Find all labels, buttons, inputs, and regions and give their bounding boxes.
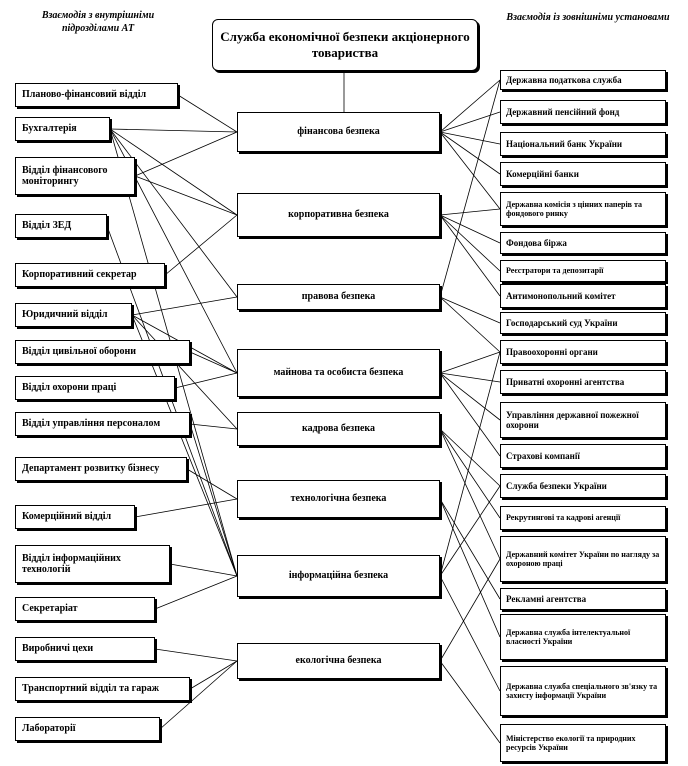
external-link-11 bbox=[440, 297, 500, 323]
internal-link-23 bbox=[155, 649, 237, 661]
security-area-4: майнова та особиста безпека bbox=[237, 349, 440, 397]
external-link-23 bbox=[440, 486, 500, 576]
internal-unit-9: Відділ управління персоналом bbox=[15, 412, 190, 436]
internal-header: Взаємодія з внутрішніми підрозділами АТ bbox=[41, 10, 155, 34]
external-institution-13: Страхові компанії bbox=[500, 444, 666, 468]
external-institution-2: Державний пенсійний фонд bbox=[500, 100, 666, 124]
external-institution-11: Приватні охоронні агентства bbox=[500, 370, 666, 394]
internal-unit-16: Лабораторії bbox=[15, 717, 160, 741]
external-institution-14: Служба безпеки України bbox=[500, 474, 666, 498]
internal-link-21 bbox=[170, 564, 237, 576]
internal-link-20 bbox=[135, 499, 237, 517]
external-institution-3: Національний банк України bbox=[500, 132, 666, 156]
security-area-5: кадрова безпека bbox=[237, 412, 440, 446]
security-area-3: правова безпека bbox=[237, 284, 440, 310]
internal-unit-11: Комерційний відділ bbox=[15, 505, 135, 529]
external-link-25 bbox=[440, 559, 500, 661]
external-link-6 bbox=[440, 209, 500, 215]
internal-link-24 bbox=[190, 661, 237, 689]
internal-unit-6: Юридичний відділ bbox=[15, 303, 132, 327]
external-institution-20: Міністерство екології та природних ресурсів України bbox=[500, 724, 666, 762]
internal-unit-1: Планово-фінансовий відділ bbox=[15, 83, 178, 107]
internal-link-2 bbox=[110, 129, 237, 132]
security-area-2: корпоративна безпека bbox=[237, 193, 440, 237]
internal-link-15 bbox=[190, 352, 237, 373]
external-institution-1: Державна податкова служба bbox=[500, 70, 666, 90]
security-area-8: екологічна безпека bbox=[237, 643, 440, 679]
external-institution-12: Управління державної пожежної охорони bbox=[500, 402, 666, 438]
internal-unit-3: Відділ фінансового моніторингу bbox=[15, 157, 135, 195]
external-link-14 bbox=[440, 373, 500, 382]
external-link-19 bbox=[440, 429, 500, 559]
external-institution-4: Комерційні банки bbox=[500, 162, 666, 186]
internal-link-16 bbox=[175, 373, 237, 388]
external-institution-5: Державна комісія з цінних паперів та фондового ринку bbox=[500, 192, 666, 226]
internal-link-10 bbox=[165, 215, 237, 275]
external-link-10 bbox=[440, 80, 500, 297]
external-institution-16: Державний комітет України по нагляду за охороною праці bbox=[500, 536, 666, 582]
internal-unit-10: Департамент розвитку бізнесу bbox=[15, 457, 187, 481]
external-link-15 bbox=[440, 373, 500, 420]
internal-link-11 bbox=[132, 297, 237, 315]
internal-link-17 bbox=[190, 424, 237, 429]
external-link-5 bbox=[440, 132, 500, 209]
external-institution-7: Реєстратори та депозитарії bbox=[500, 260, 666, 282]
external-institution-10: Правоохоронні органи bbox=[500, 340, 666, 364]
internal-unit-7: Відділ цивільної оборони bbox=[15, 340, 190, 364]
external-link-1 bbox=[440, 80, 500, 132]
external-link-7 bbox=[440, 215, 500, 243]
external-link-12 bbox=[440, 297, 500, 352]
external-institution-15: Рекрутингові та кадрові агенції bbox=[500, 506, 666, 530]
internal-unit-8: Відділ охорони праці bbox=[15, 376, 175, 400]
internal-unit-4: Відділ ЗЕД bbox=[15, 214, 107, 238]
security-area-1: фінансова безпека bbox=[237, 112, 440, 152]
external-link-20 bbox=[440, 499, 500, 599]
external-institution-18: Державна служба інтелектуальної власності України bbox=[500, 614, 666, 660]
internal-link-7 bbox=[135, 132, 237, 176]
internal-unit-15: Транспортний відділ та гараж bbox=[15, 677, 190, 701]
external-link-8 bbox=[440, 215, 500, 271]
external-link-9 bbox=[440, 215, 500, 296]
external-institution-9: Господарський суд України bbox=[500, 312, 666, 334]
internal-unit-14: Виробничі цехи bbox=[15, 637, 155, 661]
security-area-7: інформаційна безпека bbox=[237, 555, 440, 597]
security-area-6: технологічна безпека bbox=[237, 480, 440, 518]
external-link-18 bbox=[440, 429, 500, 518]
external-institution-19: Державна служба спеціального зв'язку та захисту інформації України bbox=[500, 666, 666, 716]
external-institution-17: Рекламні агентства bbox=[500, 588, 666, 610]
external-link-2 bbox=[440, 112, 500, 132]
internal-link-8 bbox=[135, 176, 237, 215]
external-institution-6: Фондова біржа bbox=[500, 232, 666, 254]
external-link-17 bbox=[440, 429, 500, 486]
main-title: Служба економічної безпеки акціонерного товариства bbox=[212, 19, 478, 71]
internal-unit-12: Відділ інформаційних технологій bbox=[15, 545, 170, 583]
external-institution-8: Антимонопольний комітет bbox=[500, 284, 666, 308]
external-link-21 bbox=[440, 499, 500, 637]
external-link-13 bbox=[440, 352, 500, 373]
external-header: Взаємодія із зовнішніми установами bbox=[506, 12, 670, 23]
internal-link-1 bbox=[178, 95, 237, 132]
internal-unit-5: Корпоративний секретар bbox=[15, 263, 165, 287]
internal-unit-2: Бухгалтерія bbox=[15, 117, 110, 141]
internal-unit-13: Секретаріат bbox=[15, 597, 155, 621]
